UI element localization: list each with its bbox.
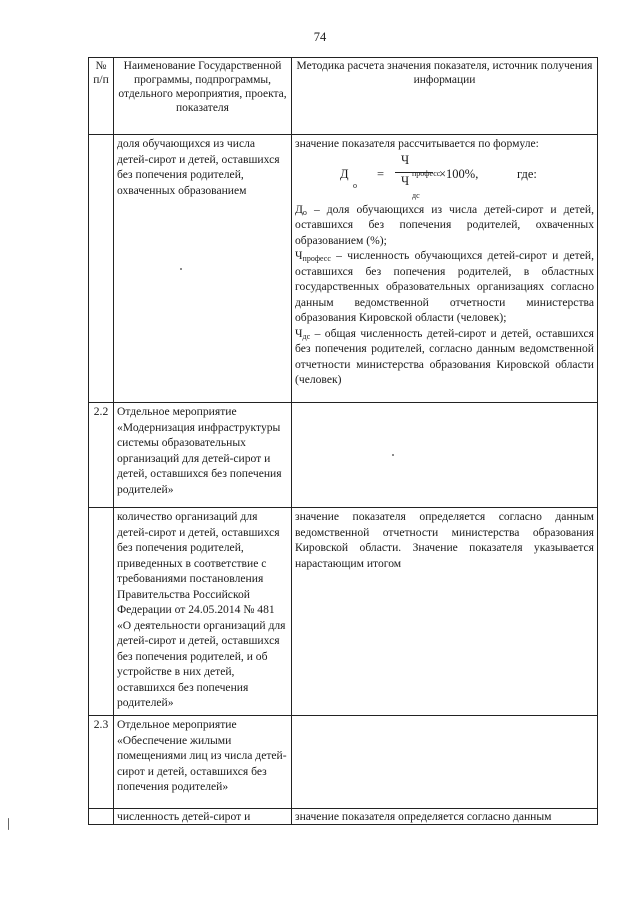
formula-numerator-sub: професс [412,168,441,178]
row-name: Отдельное мероприятие «Обеспечение жилыми помещениями лиц из числа детей-сирот и детей, оставшихся без попечения родителей» [114,716,292,809]
indicators-table [88,57,598,825]
row-num: 2.2 [89,403,114,508]
definition-chds: $Ч_{дс}$ – общая численность детей-сирот и детей, оставшихся без попечения родителей, согласно данным ведомственной отчетности министерства образования Кировской области (человек) [295,326,594,386]
row-num: 2.3 [89,716,114,809]
formula-denominator: Ч [401,173,410,188]
row-num [89,508,114,716]
formula-intro: значение показателя рассчитывается по формуле: [295,137,539,150]
table-row [89,508,598,716]
row-method [292,403,598,508]
header-method: Методика расчета значения показателя, источник получения информации [292,58,598,135]
table-row [89,716,598,809]
page-number: 74 [313,30,327,44]
formula [295,152,594,202]
definition-chprof: $Ч_{професс}$ – численность обучающихся детей-сирот и детей, оставшихся без попечения родителей, в областных государственных образовательных организациях согласно данным ведомственной отчетности министерства образования Кировской области (человек); [295,249,594,324]
scan-speck [180,268,182,270]
formula-numerator: Ч [401,152,410,167]
formula-lhs: Д [340,166,349,181]
header-name: Наименование Государственной программы, подпрограммы, отдельного мероприятия, проекта, показателя [114,58,292,135]
header-num: № п/п [89,58,114,135]
formula-equals: = [377,166,385,181]
scan-speck [8,818,9,830]
definition-d0: $Д_о$ – доля обучающихся из числа детей-сирот и детей, оставшихся без попечения родителей, охваченных образованием (%); [295,202,594,247]
formula-multiplier: ×100%, [439,166,479,181]
table-header-row [89,58,598,135]
table-row [89,403,598,508]
row-method [292,135,598,403]
row-name: Отдельное мероприятие «Модернизация инфраструктуры системы образовательных организаций для детей-сирот и детей, оставшихся без попечения родителей» [114,403,292,508]
scan-speck [392,454,394,456]
formula-where: где: [517,166,537,181]
row-method: значение показателя определяется согласно данным ведомственной отчетности министерства образования Кировской области. Значение показателя указывается нарастающим итогом [292,508,598,716]
row-method: значение показателя определяется согласно данным [292,809,598,825]
row-name: доля обучающихся из числа детей-сирот и детей, оставшихся без попечения родителей, охваченных образованием [114,135,292,403]
table-row [89,135,598,403]
row-num [89,809,114,825]
row-name: численность детей-сирот и [114,809,292,825]
table-row [89,809,598,825]
row-num [89,135,114,403]
fraction-line [395,172,433,173]
formula-denominator-sub: дс [412,190,420,200]
row-method [292,716,598,809]
row-name: количество организаций для детей-сирот и детей, оставшихся без попечения родителей, приведенных в соответствие с требованиями постановления Правительства Российской Федерации от 24.05.2014 № 481 «О деятельности организаций для детей-сирот и детей, оставшихся без попечения родителей, и об устройстве в них детей, оставшихся без попечения родителей» [114,508,292,716]
formula-lhs-sub: о [353,180,357,190]
